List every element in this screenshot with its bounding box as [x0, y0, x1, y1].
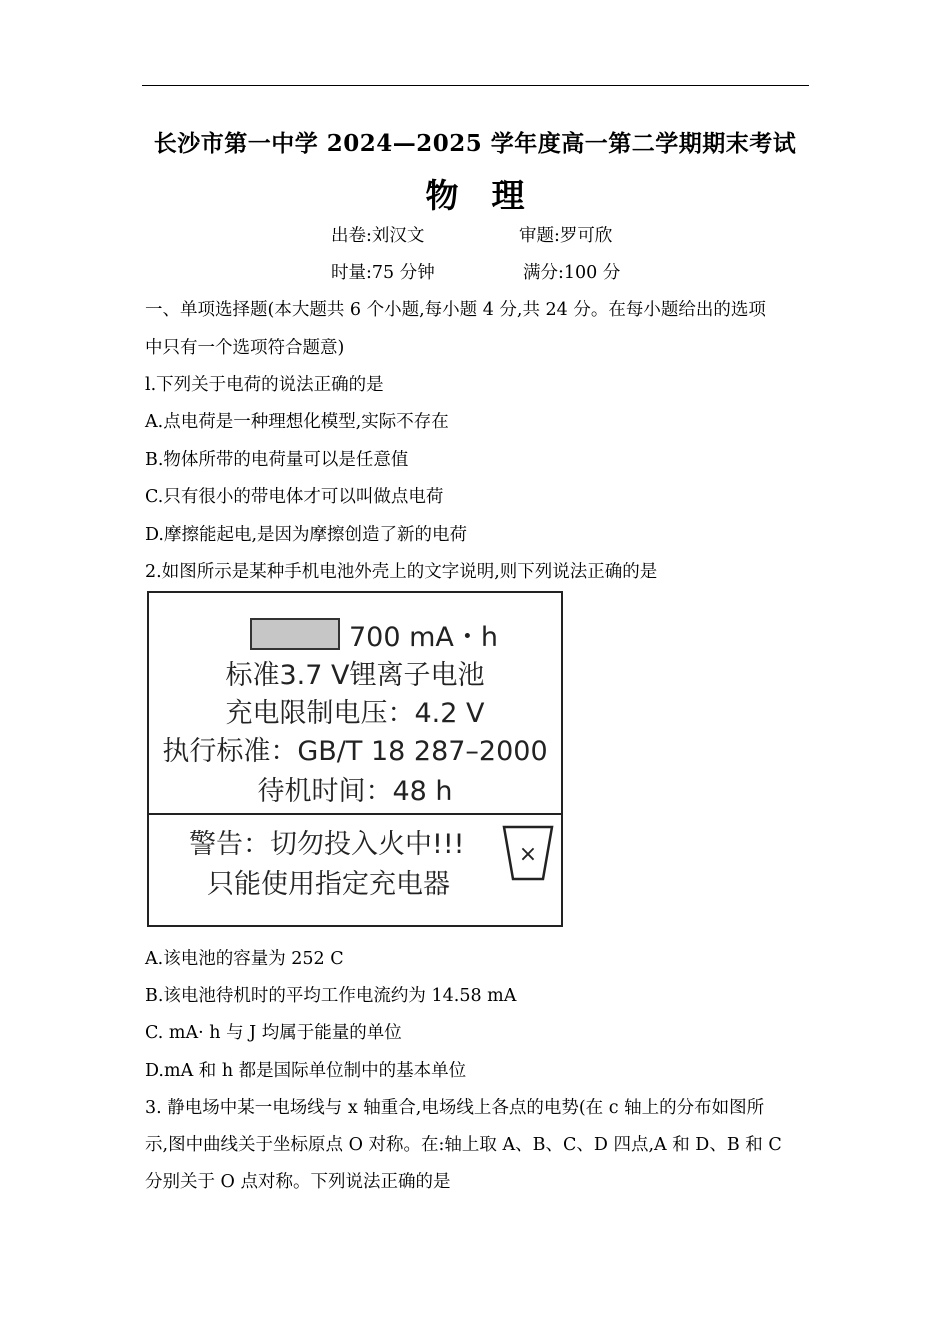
battery-label-figure	[147, 591, 563, 927]
battery-divider	[149, 813, 561, 815]
q2-option-a: A.该电池的容量为 252 C	[145, 949, 344, 969]
q1-option-a: A.点电荷是一种理想化模型,实际不存在	[145, 412, 449, 432]
score-info: 满分:100 分	[523, 263, 621, 283]
section-heading-line1: 一、单项选择题(本大题共 6 个小题,每小题 4 分,共 24 分。在每小题给出的选项	[145, 300, 766, 320]
battery-standby: 待机时间：48 h	[257, 776, 453, 807]
battery-capacity: 700 mA・h	[349, 622, 499, 653]
exam-title: 长沙市第一中学 2024—2025 学年度高一第二学期期末考试	[153, 130, 797, 157]
q3-stem-line3: 分别关于 O 点对称。下列说法正确的是	[145, 1172, 451, 1192]
setter-info: 出卷:刘汉文	[331, 226, 425, 246]
battery-brand-box	[250, 618, 340, 650]
q2-option-b: B.该电池待机时的平均工作电流约为 14.58 mA	[145, 986, 517, 1006]
q1-option-b: B.物体所带的电荷量可以是任意值	[145, 450, 409, 470]
battery-warning: 警告：切勿投入火中!!!	[189, 829, 465, 860]
battery-type: 标准3.7 V锂离子电池	[225, 660, 485, 691]
top-rule	[142, 85, 809, 86]
battery-charge-limit: 充电限制电压：4.2 V	[225, 698, 485, 729]
disposal-bin-icon	[501, 823, 555, 883]
battery-charger-note: 只能使用指定充电器	[207, 869, 450, 900]
subject-title: 物 理	[425, 176, 525, 215]
q1-stem: l.下列关于电荷的说法正确的是	[145, 375, 384, 395]
q2-option-d: D.mA 和 h 都是国际单位制中的基本单位	[145, 1061, 467, 1081]
q1-option-c: C.只有很小的带电体才可以叫做点电荷	[145, 487, 444, 507]
duration-info: 时量:75 分钟	[331, 263, 435, 283]
reviewer-info: 审题:罗可欣	[519, 226, 613, 246]
q3-stem-line2: 示,图中曲线关于坐标原点 O 对称。在:轴上取 A、B、C、D 四点,A 和 D、B 和 C	[145, 1135, 782, 1155]
q2-stem: 2.如图所示是某种手机电池外壳上的文字说明,则下列说法正确的是	[145, 562, 658, 582]
q1-option-d: D.摩擦能起电,是因为摩擦创造了新的电荷	[145, 525, 468, 545]
q2-option-c: C. mA· h 与 J 均属于能量的单位	[145, 1023, 402, 1043]
section-heading-line2: 中只有一个选项符合题意)	[145, 338, 345, 358]
battery-standard: 执行标准：GB/T 18 287–2000	[162, 736, 548, 767]
q3-stem-line1: 3. 静电场中某一电场线与 x 轴重合,电场线上各点的电势(在 c 轴上的分布如图所	[145, 1098, 765, 1118]
bin-cross-mark: ×	[518, 842, 538, 867]
